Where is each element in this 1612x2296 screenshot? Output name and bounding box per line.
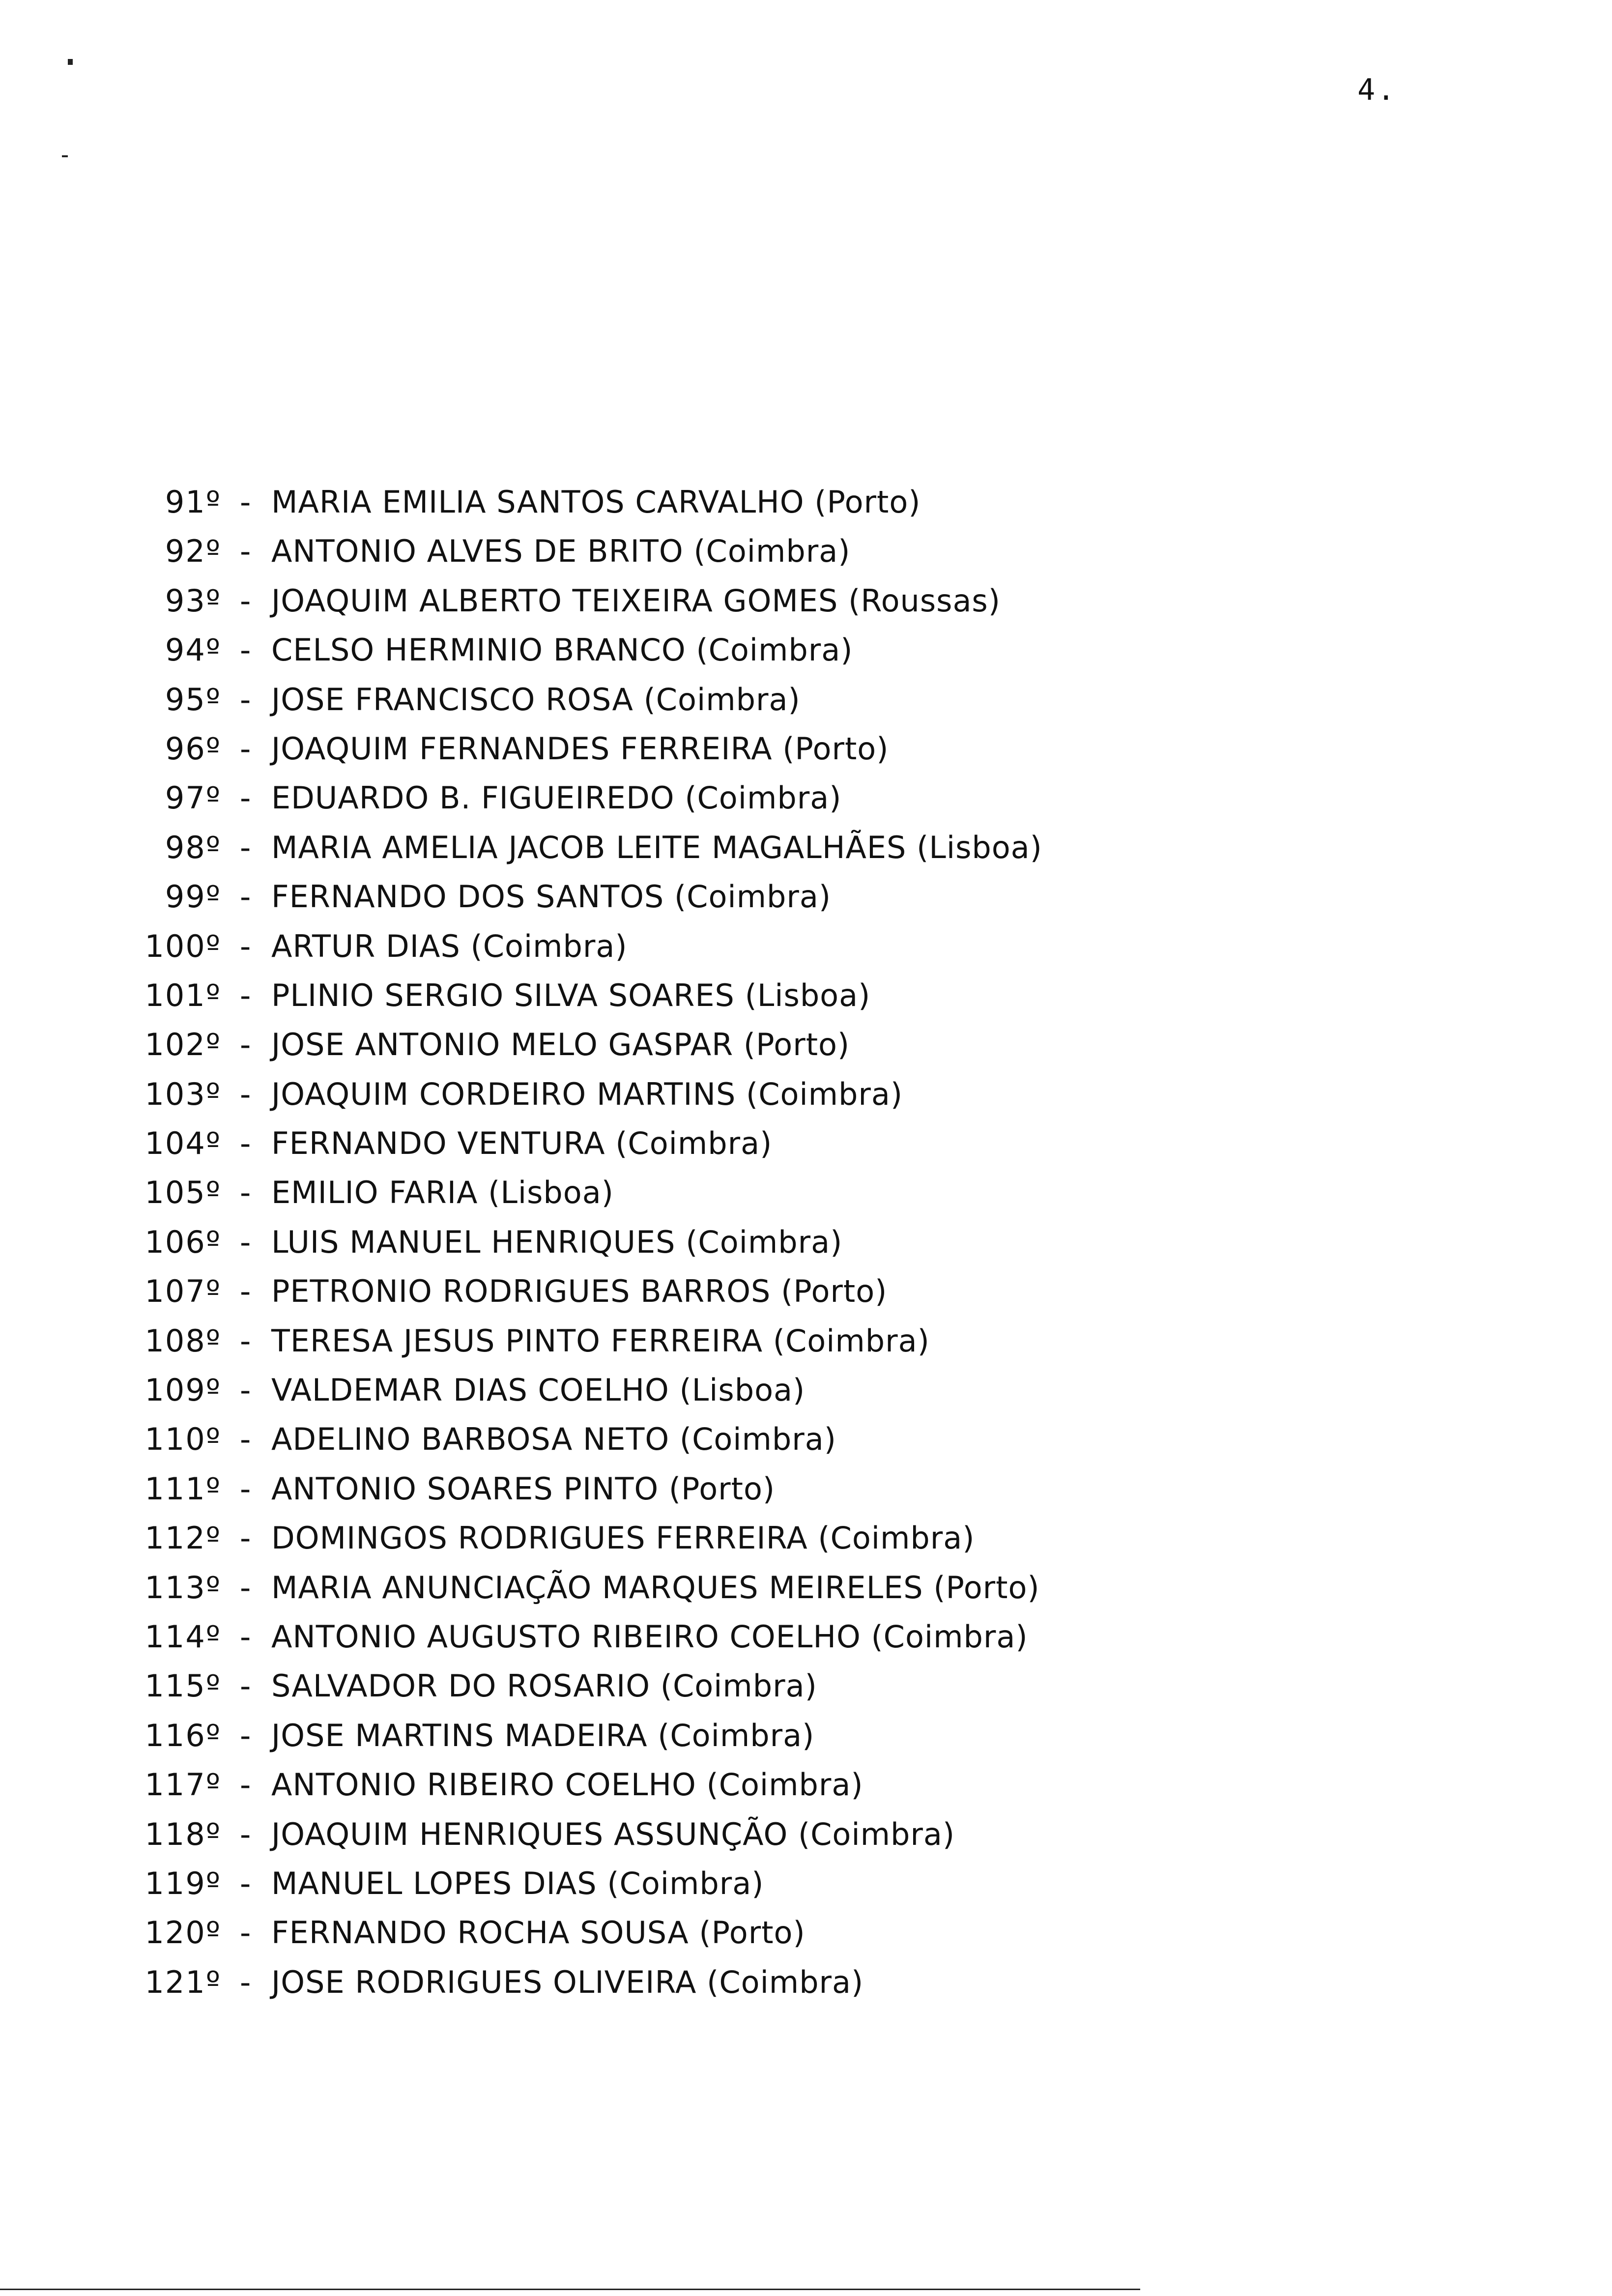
- entry-name: JOAQUIM ALBERTO TEIXEIRA GOMES (Roussas): [271, 582, 1001, 619]
- entry-dash: -: [240, 1915, 251, 1951]
- bottom-rule: [0, 2289, 1140, 2290]
- entry-name: JOAQUIM CORDEIRO MARTINS (Coimbra): [271, 1076, 903, 1112]
- entry-rank: 105º: [144, 1175, 221, 1211]
- entry-dash: -: [240, 1175, 251, 1211]
- list-item: [0, 1218, 1612, 1267]
- entry-name: DOMINGOS RODRIGUES FERREIRA (Coimbra): [271, 1520, 975, 1556]
- list-item: [0, 1464, 1612, 1514]
- list-item: [0, 971, 1612, 1020]
- entry-name: JOAQUIM FERNANDES FERREIRA (Porto): [271, 730, 889, 767]
- entry-rank: 94º: [165, 632, 221, 668]
- entry-name: EDUARDO B. FIGUEIREDO (Coimbra): [271, 780, 842, 816]
- list-item: [0, 1958, 1612, 2007]
- ranking-list: [0, 478, 1612, 2007]
- entry-dash: -: [240, 484, 251, 520]
- list-item: [0, 478, 1612, 527]
- entry-dash: -: [240, 1372, 251, 1408]
- entry-name: LUIS MANUEL HENRIQUES (Coimbra): [271, 1224, 843, 1260]
- entry-dash: -: [240, 1569, 251, 1606]
- entry-dash: -: [240, 730, 251, 767]
- entry-name: FERNANDO ROCHA SOUSA (Porto): [271, 1915, 806, 1951]
- entry-name: JOSE ANTONIO MELO GASPAR (Porto): [271, 1027, 850, 1063]
- entry-rank: 113º: [144, 1569, 221, 1606]
- list-item: [0, 922, 1612, 971]
- entry-rank: 96º: [165, 730, 221, 767]
- list-item: [0, 1514, 1612, 1563]
- list-item: [0, 1711, 1612, 1760]
- entry-rank: 92º: [165, 533, 221, 570]
- entry-rank: 91º: [165, 484, 221, 520]
- entry-dash: -: [240, 928, 251, 964]
- entry-name: CELSO HERMINIO BRANCO (Coimbra): [271, 632, 853, 668]
- entry-dash: -: [240, 1767, 251, 1803]
- entry-name: TERESA JESUS PINTO FERREIRA (Coimbra): [271, 1322, 930, 1359]
- entry-rank: 118º: [144, 1816, 221, 1852]
- entry-dash: -: [240, 879, 251, 915]
- entry-dash: -: [240, 582, 251, 619]
- entry-dash: -: [240, 1273, 251, 1310]
- entry-rank: 93º: [165, 582, 221, 619]
- entry-dash: -: [240, 1322, 251, 1359]
- entry-name: ANTONIO AUGUSTO RIBEIRO COELHO (Coimbra): [271, 1618, 1028, 1655]
- entry-dash: -: [240, 1668, 251, 1704]
- entry-rank: 103º: [144, 1076, 221, 1112]
- entry-rank: 112º: [144, 1520, 221, 1556]
- entry-name: JOSE FRANCISCO ROSA (Coimbra): [271, 681, 801, 718]
- list-item: [0, 675, 1612, 724]
- entry-dash: -: [240, 1816, 251, 1852]
- entry-dash: -: [240, 1224, 251, 1260]
- entry-rank: 111º: [144, 1470, 221, 1507]
- entry-name: MARIA AMELIA JACOB LEITE MAGALHÃES (Lisboa): [271, 829, 1042, 865]
- entry-name: PLINIO SERGIO SILVA SOARES (Lisboa): [271, 977, 871, 1013]
- entry-rank: 101º: [144, 977, 221, 1013]
- entry-name: ANTONIO SOARES PINTO (Porto): [271, 1470, 776, 1507]
- list-item: [0, 1070, 1612, 1119]
- entry-rank: 121º: [144, 1964, 221, 2000]
- entry-dash: -: [240, 1076, 251, 1112]
- entry-rank: 120º: [144, 1915, 221, 1951]
- entry-dash: -: [240, 632, 251, 668]
- entry-dash: -: [240, 1865, 251, 1901]
- entry-rank: 99º: [165, 879, 221, 915]
- entry-dash: -: [240, 1618, 251, 1655]
- list-item: [0, 872, 1612, 921]
- entry-name: ARTUR DIAS (Coimbra): [271, 928, 628, 964]
- entry-rank: 119º: [144, 1865, 221, 1901]
- entry-dash: -: [240, 1717, 251, 1753]
- list-item: [0, 576, 1612, 626]
- entry-rank: 100º: [144, 928, 221, 964]
- list-item: [0, 527, 1612, 576]
- entry-name: VALDEMAR DIAS COELHO (Lisboa): [271, 1372, 806, 1408]
- entry-dash: -: [240, 1470, 251, 1507]
- entry-dash: -: [240, 681, 251, 718]
- list-item: [0, 1020, 1612, 1069]
- entry-rank: 115º: [144, 1668, 221, 1704]
- entry-name: JOAQUIM HENRIQUES ASSUNÇÃO (Coimbra): [271, 1816, 955, 1852]
- entry-rank: 116º: [144, 1717, 221, 1753]
- list-item: [0, 1859, 1612, 1908]
- entry-name: ANTONIO ALVES DE BRITO (Coimbra): [271, 533, 851, 570]
- entry-name: FERNANDO VENTURA (Coimbra): [271, 1125, 773, 1162]
- list-item: [0, 724, 1612, 774]
- entry-rank: 95º: [165, 681, 221, 718]
- entry-name: ADELINO BARBOSA NETO (Coimbra): [271, 1421, 836, 1458]
- page-number: 4.: [1357, 73, 1397, 107]
- entry-name: EMILIO FARIA (Lisboa): [271, 1175, 614, 1211]
- entry-name: ANTONIO RIBEIRO COELHO (Coimbra): [271, 1767, 864, 1803]
- scan-speck-top: [68, 59, 73, 65]
- entry-name: MARIA EMILIA SANTOS CARVALHO (Porto): [271, 484, 921, 520]
- list-item: [0, 1366, 1612, 1415]
- list-item: [0, 774, 1612, 823]
- entry-rank: 106º: [144, 1224, 221, 1260]
- entry-rank: 117º: [144, 1767, 221, 1803]
- entry-name: SALVADOR DO ROSARIO (Coimbra): [271, 1668, 817, 1704]
- entry-dash: -: [240, 1520, 251, 1556]
- entry-rank: 97º: [165, 780, 221, 816]
- list-item: [0, 1662, 1612, 1711]
- entry-rank: 114º: [144, 1618, 221, 1655]
- entry-name: JOSE MARTINS MADEIRA (Coimbra): [271, 1717, 815, 1753]
- entry-dash: -: [240, 1027, 251, 1063]
- list-item: [0, 823, 1612, 872]
- entry-rank: 104º: [144, 1125, 221, 1162]
- entry-name: PETRONIO RODRIGUES BARROS (Porto): [271, 1273, 888, 1310]
- list-item: [0, 626, 1612, 675]
- list-item: [0, 1908, 1612, 1957]
- entry-name: FERNANDO DOS SANTOS (Coimbra): [271, 879, 832, 915]
- entry-name: JOSE RODRIGUES OLIVEIRA (Coimbra): [271, 1964, 864, 2000]
- list-item: [0, 1168, 1612, 1217]
- list-item: [0, 1415, 1612, 1464]
- entry-dash: -: [240, 533, 251, 570]
- entry-rank: 98º: [165, 829, 221, 865]
- entry-dash: -: [240, 780, 251, 816]
- list-item: [0, 1563, 1612, 1612]
- list-item: [0, 1267, 1612, 1316]
- scan-speck-mid: [62, 155, 68, 157]
- list-item: [0, 1612, 1612, 1662]
- list-item: [0, 1317, 1612, 1366]
- entry-rank: 108º: [144, 1322, 221, 1359]
- entry-rank: 110º: [144, 1421, 221, 1458]
- entry-name: MARIA ANUNCIAÇÃO MARQUES MEIRELES (Porto): [271, 1569, 1040, 1606]
- list-item: [0, 1119, 1612, 1168]
- entry-dash: -: [240, 1964, 251, 2000]
- entry-dash: -: [240, 1125, 251, 1162]
- entry-dash: -: [240, 977, 251, 1013]
- entry-rank: 102º: [144, 1027, 221, 1063]
- list-item: [0, 1760, 1612, 1809]
- entry-rank: 107º: [144, 1273, 221, 1310]
- entry-dash: -: [240, 1421, 251, 1458]
- list-item: [0, 1810, 1612, 1859]
- entry-dash: -: [240, 829, 251, 865]
- entry-rank: 109º: [144, 1372, 221, 1408]
- entry-name: MANUEL LOPES DIAS (Coimbra): [271, 1865, 764, 1901]
